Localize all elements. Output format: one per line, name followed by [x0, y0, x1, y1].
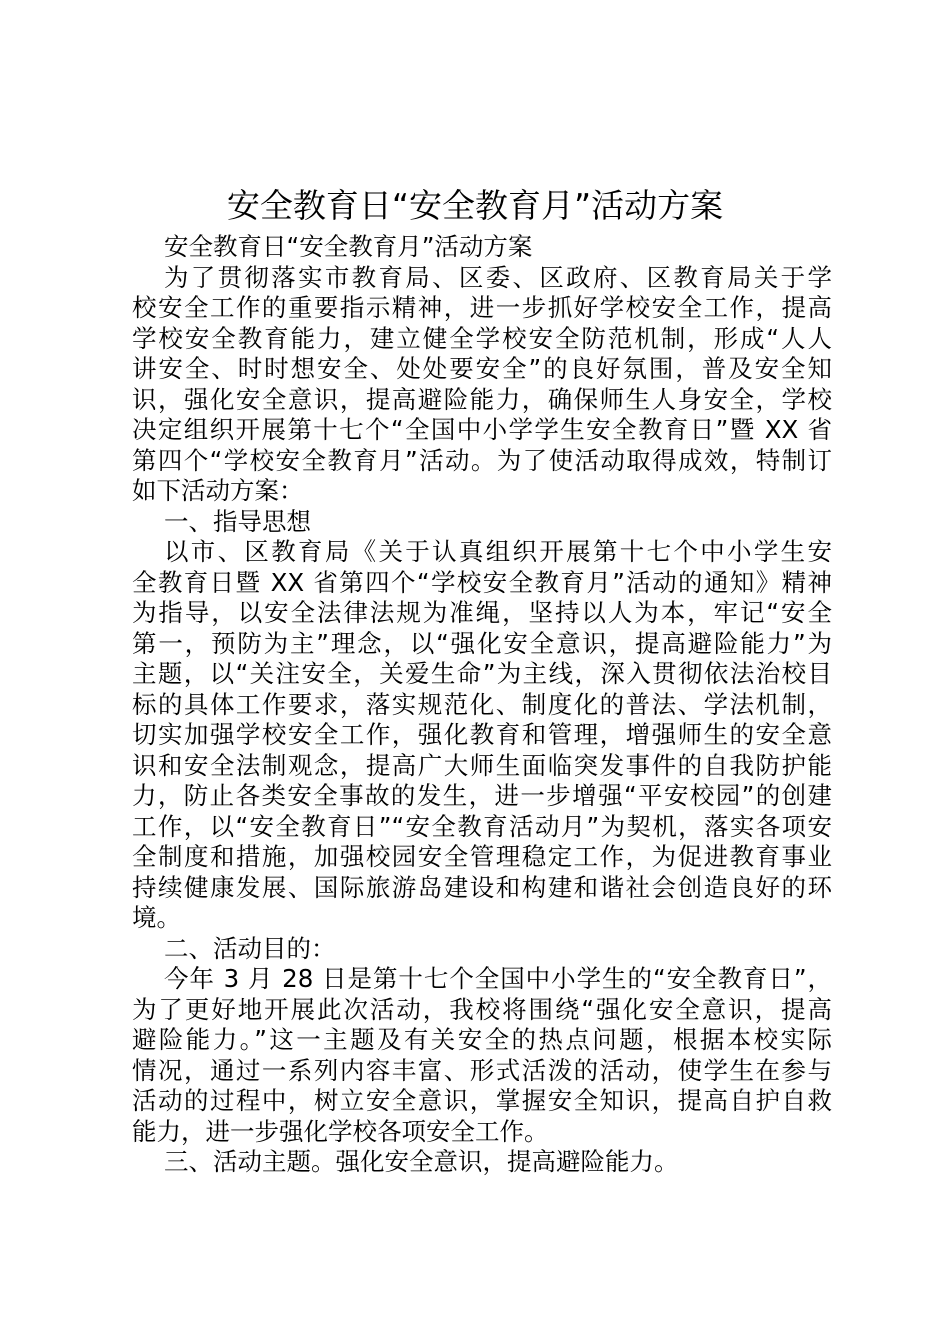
section-heading: 三、活动主题。强化安全意识，提高避险能力。 [164, 1147, 679, 1176]
paragraph-line: 如下活动方案： [132, 476, 304, 505]
paragraph-line: 为指导，以安全法律法规为准绳，坚持以人为本，牢记“安全 [132, 598, 832, 627]
paragraph-line: 识和安全法制观念，提高广大师生面临突发事件的自我防护能 [132, 750, 832, 780]
paragraph-line: 学校安全教育能力，建立健全学校安全防范机制，形成“人人 [132, 323, 832, 353]
paragraph-line: 识，强化安全意识，提高避险能力，确保师生人身安全，学校 [132, 384, 832, 414]
section-heading: 一、指导思想 [164, 506, 311, 536]
paragraph-line: 力，防止各类安全事故的发生，进一步增强“平安校园”的创建 [132, 781, 832, 810]
paragraph-line: 讲安全、时时想安全、处处要安全”的良好氛围，普及安全知 [132, 354, 832, 383]
subtitle-line: 安全教育日“安全教育月”活动方案 [164, 232, 533, 261]
paragraph-line: 避险能力。”这一主题及有关安全的热点问题，根据本校实际 [132, 1025, 832, 1054]
paragraph-line: 全教育日暨 XX 省第四个“学校安全教育月”活动的通知》精神 [132, 567, 832, 597]
paragraph-line: 持续健康发展、国际旅游岛建设和构建和谐社会创造良好的环 [132, 872, 832, 902]
paragraph-line: 切实加强学校安全工作，强化教育和管理，增强师生的安全意 [132, 720, 832, 749]
paragraph-line: 校安全工作的重要指示精神，进一步抓好学校安全工作，提高 [132, 293, 832, 322]
paragraph-line: 主题，以“关注安全，关爱生命”为主线，深入贯彻依法治校目 [132, 659, 832, 688]
paragraph-line: 情况，通过一系列内容丰富、形式活泼的活动，使学生在参与 [132, 1055, 832, 1085]
paragraph-line: 决定组织开展第十七个“全国中小学学生安全教育日”暨 XX 省 [132, 415, 832, 444]
paragraph-line: 以市、区教育局《关于认真组织开展第十七个中小学生安 [164, 537, 832, 566]
paragraph-line: 标的具体工作要求，落实规范化、制度化的普法、学法机制， [132, 689, 832, 719]
document-title: 安全教育日“安全教育月”活动方案 [226, 186, 724, 225]
document-body [132, 232, 832, 1178]
paragraph-line: 境。 [132, 903, 181, 932]
paragraph-line: 第一，预防为主”理念，以“强化安全意识，提高避险能力”为 [132, 628, 832, 658]
paragraph-line: 第四个“学校安全教育月”活动。为了使活动取得成效，特制订 [132, 445, 832, 475]
paragraph-line: 工作，以“安全教育日”“安全教育活动月”为契机，落实各项安 [132, 811, 832, 841]
paragraph-line: 为了更好地开展此次活动，我校将围绕“强化安全意识，提高 [132, 994, 832, 1024]
section-heading: 二、活动目的： [164, 933, 336, 963]
paragraph-line: 能力，进一步强化学校各项安全工作。 [132, 1116, 549, 1146]
paragraph-line: 活动的过程中，树立安全意识，掌握安全知识，提高自护自救 [132, 1086, 832, 1115]
paragraph-line: 全制度和措施，加强校园安全管理稳定工作，为促进教育事业 [132, 842, 832, 871]
paragraph-line: 为了贯彻落实市教育局、区委、区政府、区教育局关于学 [164, 262, 832, 292]
paragraph-line: 今年 3 月 28 日是第十七个全国中小学生的“安全教育日”， [164, 964, 832, 993]
